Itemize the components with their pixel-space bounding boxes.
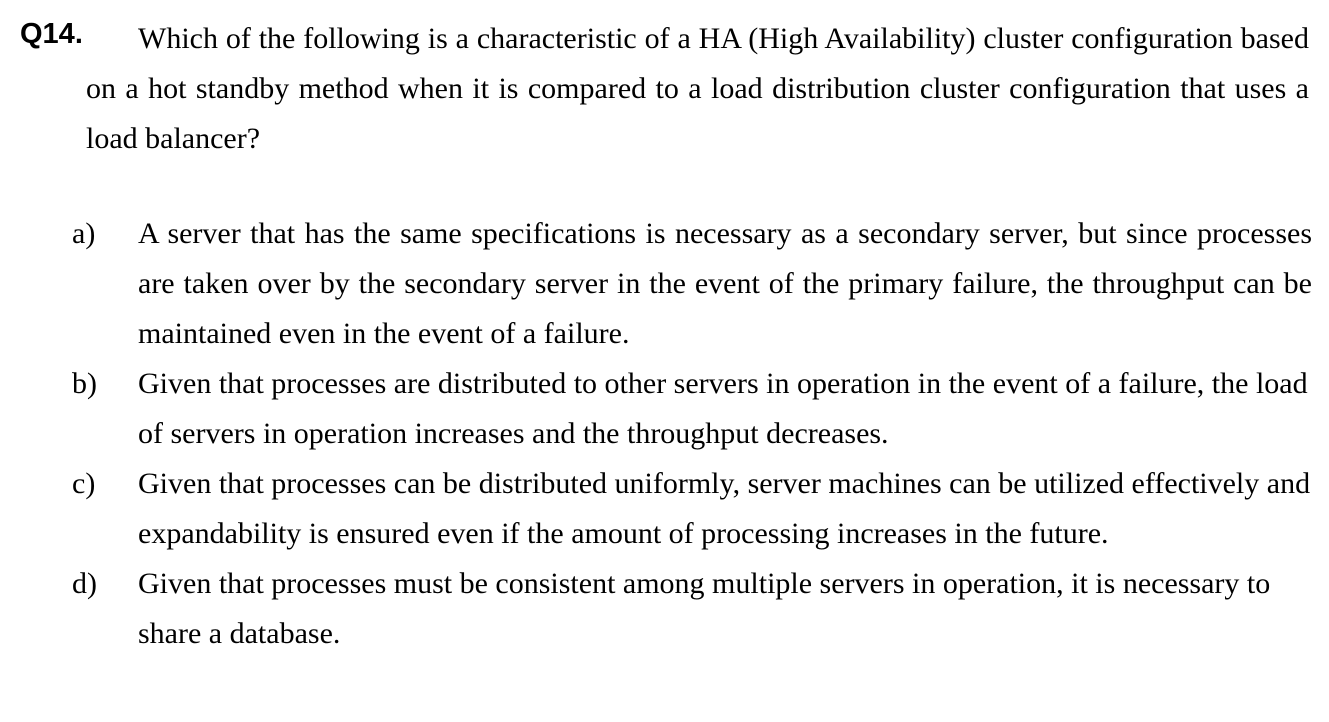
option-b [72, 359, 1312, 459]
option-a [72, 209, 1312, 359]
option-c-text: Given that processes can be distributed uniformly, server machines can be utilized effectively and expandability is ensured even if the amount of processing increases in the future. [138, 467, 1311, 550]
question-text: Which of the following is a characteristic of a HA (High Availability) cluster configuration based on a hot standby method when it is compared to a load distribution cluster configuration that uses a load balancer? [86, 22, 1309, 155]
option-a-label: a) [72, 217, 96, 250]
option-a-text: A server that has the same specifications is necessary as a secondary server, but since processes are taken over by the secondary server in the event of the primary failure, the throughput can be maintained even in the event of a failure. [138, 217, 1312, 350]
option-c-label: c) [72, 467, 96, 500]
option-d-text: Given that processes must be consistent among multiple servers in operation, it is necessary to share a database. [138, 567, 1271, 650]
question-number: Q14. [20, 18, 83, 50]
answer-options [72, 209, 1312, 659]
option-b-text: Given that processes are distributed to other servers in operation in the event of a failure, the load of servers in operation increases and the throughput decreases. [138, 367, 1308, 450]
option-d [72, 559, 1312, 659]
option-b-label: b) [72, 367, 97, 400]
option-d-label: d) [72, 567, 97, 600]
option-c [72, 459, 1312, 559]
